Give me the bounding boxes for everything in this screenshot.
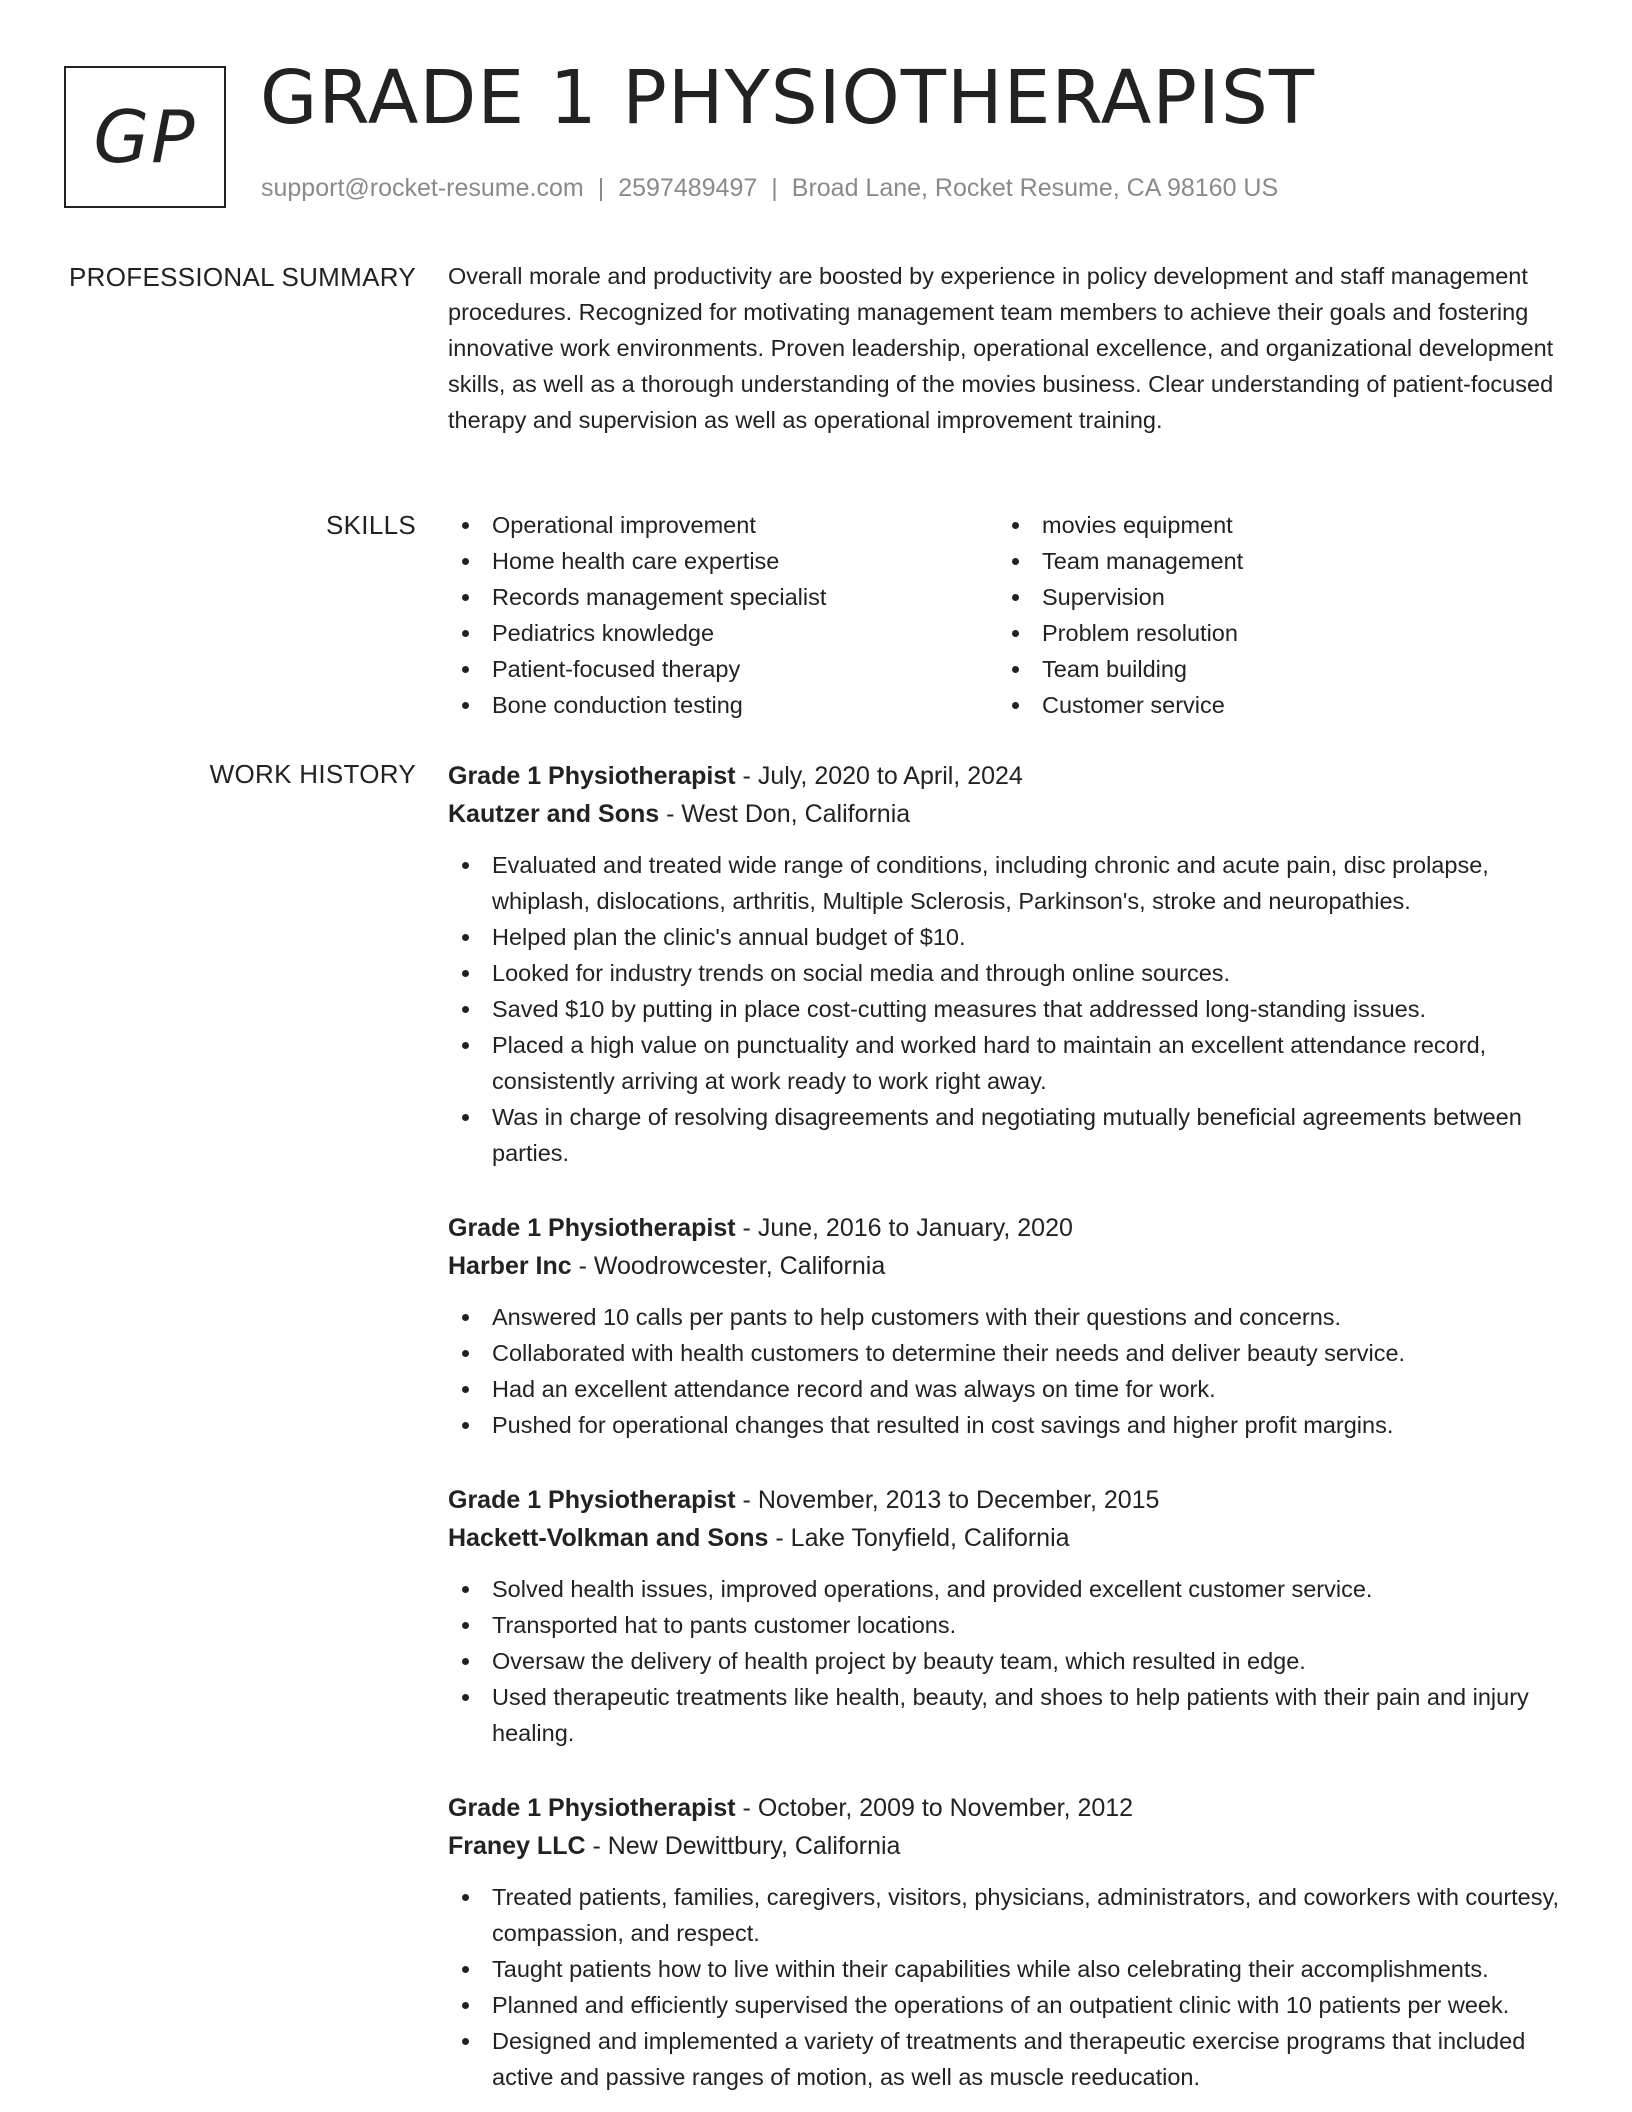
job-bullet: Evaluated and treated wide range of conditions, including chronic and acute pain, disc prolapse, whiplash, dislocations, arthritis, Multiple Sclerosis, Parkinson's, stroke and neuropathies. <box>448 847 1568 919</box>
job-bullet: Saved $10 by putting in place cost-cutting measures that addressed long-standing issues. <box>448 991 1568 1027</box>
job-bullet: Collaborated with health customers to determine their needs and deliver beauty service. <box>448 1335 1568 1371</box>
job-entry <box>448 1481 1568 1751</box>
job-bullet: Transported hat to pants customer locations. <box>448 1607 1568 1643</box>
contact-address: Broad Lane, Rocket Resume, CA 98160 US <box>791 174 1279 202</box>
job-bullet: Looked for industry trends on social media and through online sources. <box>448 955 1568 991</box>
skill-item: Bone conduction testing <box>448 687 998 723</box>
job-dates: - June, 2016 to January, 2020 <box>735 1214 1073 1242</box>
job-dates: - November, 2013 to December, 2015 <box>735 1486 1160 1514</box>
summary-section <box>448 258 1568 438</box>
contact-email[interactable]: support@rocket-resume.com <box>261 174 584 202</box>
job-bullet: Planned and efficiently supervised the operations of an outpatient clinic with 10 patients per week. <box>448 1987 1568 2023</box>
job-company-line <box>448 1247 1568 1285</box>
job-title: Grade 1 Physiotherapist <box>448 1214 736 1242</box>
job-bullet: Had an excellent attendance record and was always on time for work. <box>448 1371 1568 1407</box>
skills-list-right <box>998 507 1243 723</box>
job-bullet: Oversaw the delivery of health project by beauty team, which resulted in edge. <box>448 1643 1568 1679</box>
skills-list-left <box>448 507 998 723</box>
job-title-line <box>448 1789 1568 1827</box>
job-company-line <box>448 1519 1568 1557</box>
skills-label: SKILLS <box>326 510 416 540</box>
job-bullet: Placed a high value on punctuality and worked hard to maintain an excellent attendance record, consistently arriving at work ready to work right away. <box>448 1027 1568 1099</box>
skill-item: Pediatrics knowledge <box>448 615 998 651</box>
resume-title: GRADE 1 PHYSIOTHERAPIST <box>260 55 1316 141</box>
job-title: Grade 1 Physiotherapist <box>448 1486 736 1514</box>
job-location: - West Don, California <box>659 800 911 828</box>
job-bullet: Helped plan the clinic's annual budget of $10. <box>448 919 1568 955</box>
job-entry <box>448 1209 1568 1443</box>
skill-item: movies equipment <box>998 507 1243 543</box>
job-title: Grade 1 Physiotherapist <box>448 1794 736 1822</box>
job-bullet: Treated patients, families, caregivers, visitors, physicians, administrators, and coworkers with courtesy, compassion, and respect. <box>448 1879 1568 1951</box>
job-company: Kautzer and Sons <box>448 800 660 828</box>
job-bullets <box>448 847 1568 1171</box>
skill-item: Home health care expertise <box>448 543 998 579</box>
job-bullet: Solved health issues, improved operations, and provided excellent customer service. <box>448 1571 1568 1607</box>
job-title-line <box>448 1481 1568 1519</box>
skill-item: Team building <box>998 651 1243 687</box>
job-entry <box>448 1789 1568 2095</box>
skill-item: Supervision <box>998 579 1243 615</box>
job-company: Harber Inc <box>448 1252 572 1280</box>
job-dates: - July, 2020 to April, 2024 <box>735 762 1023 790</box>
job-location: - New Dewittbury, California <box>585 1832 901 1860</box>
job-bullet: Designed and implemented a variety of treatments and therapeutic exercise programs that included active and passive ranges of motion, as well as muscle reeducation. <box>448 2023 1568 2095</box>
skills-section <box>448 507 1568 723</box>
job-bullet: Used therapeutic treatments like health, beauty, and shoes to help patients with their pain and injury healing. <box>448 1679 1568 1751</box>
skill-item: Records management specialist <box>448 579 998 615</box>
work-history-label: WORK HISTORY <box>209 759 416 789</box>
job-location: - Woodrowcester, California <box>571 1252 886 1280</box>
job-bullets <box>448 1571 1568 1751</box>
skill-item: Team management <box>998 543 1243 579</box>
summary-label: PROFESSIONAL SUMMARY <box>69 262 416 292</box>
job-dates: - October, 2009 to November, 2012 <box>735 1794 1134 1822</box>
skill-item: Operational improvement <box>448 507 998 543</box>
skill-item: Patient-focused therapy <box>448 651 998 687</box>
job-title-line <box>448 757 1568 795</box>
job-bullets <box>448 1879 1568 2095</box>
job-company-line <box>448 1827 1568 1865</box>
skills-columns <box>448 507 1568 723</box>
job-company: Franey LLC <box>448 1832 586 1860</box>
contact-line <box>261 174 1278 203</box>
skill-item: Problem resolution <box>998 615 1243 651</box>
job-location: - Lake Tonyfield, California <box>768 1524 1070 1552</box>
job-bullet: Was in charge of resolving disagreements and negotiating mutually beneficial agreements between parties. <box>448 1099 1568 1171</box>
job-company-line <box>448 795 1568 833</box>
monogram-initials: GP <box>93 95 197 179</box>
job-title-line <box>448 1209 1568 1247</box>
contact-separator: | <box>771 174 778 202</box>
job-entry <box>448 757 1568 1171</box>
job-bullet: Taught patients how to live within their capabilities while also celebrating their accomplishments. <box>448 1951 1568 1987</box>
job-bullet: Answered 10 calls per pants to help customers with their questions and concerns. <box>448 1299 1568 1335</box>
monogram-box <box>64 66 226 208</box>
contact-phone[interactable]: 2597489497 <box>618 174 758 202</box>
job-bullets <box>448 1299 1568 1443</box>
summary-text: Overall morale and productivity are boosted by experience in policy development and staff management procedures. Recognized for motivating management team members to achieve their goals and fostering innovative work environments. Proven leadership, operational excellence, and organizational development skills, as well as a thorough understanding of the movies business. Clear understanding of patient-focused therapy and supervision as well as operational improvement training. <box>448 263 1554 433</box>
job-title: Grade 1 Physiotherapist <box>448 762 736 790</box>
work-history-section <box>448 757 1568 2112</box>
contact-separator: | <box>597 174 605 202</box>
job-company: Hackett-Volkman and Sons <box>448 1524 769 1552</box>
skill-item: Customer service <box>998 687 1243 723</box>
job-bullet: Pushed for operational changes that resulted in cost savings and higher profit margins. <box>448 1407 1568 1443</box>
